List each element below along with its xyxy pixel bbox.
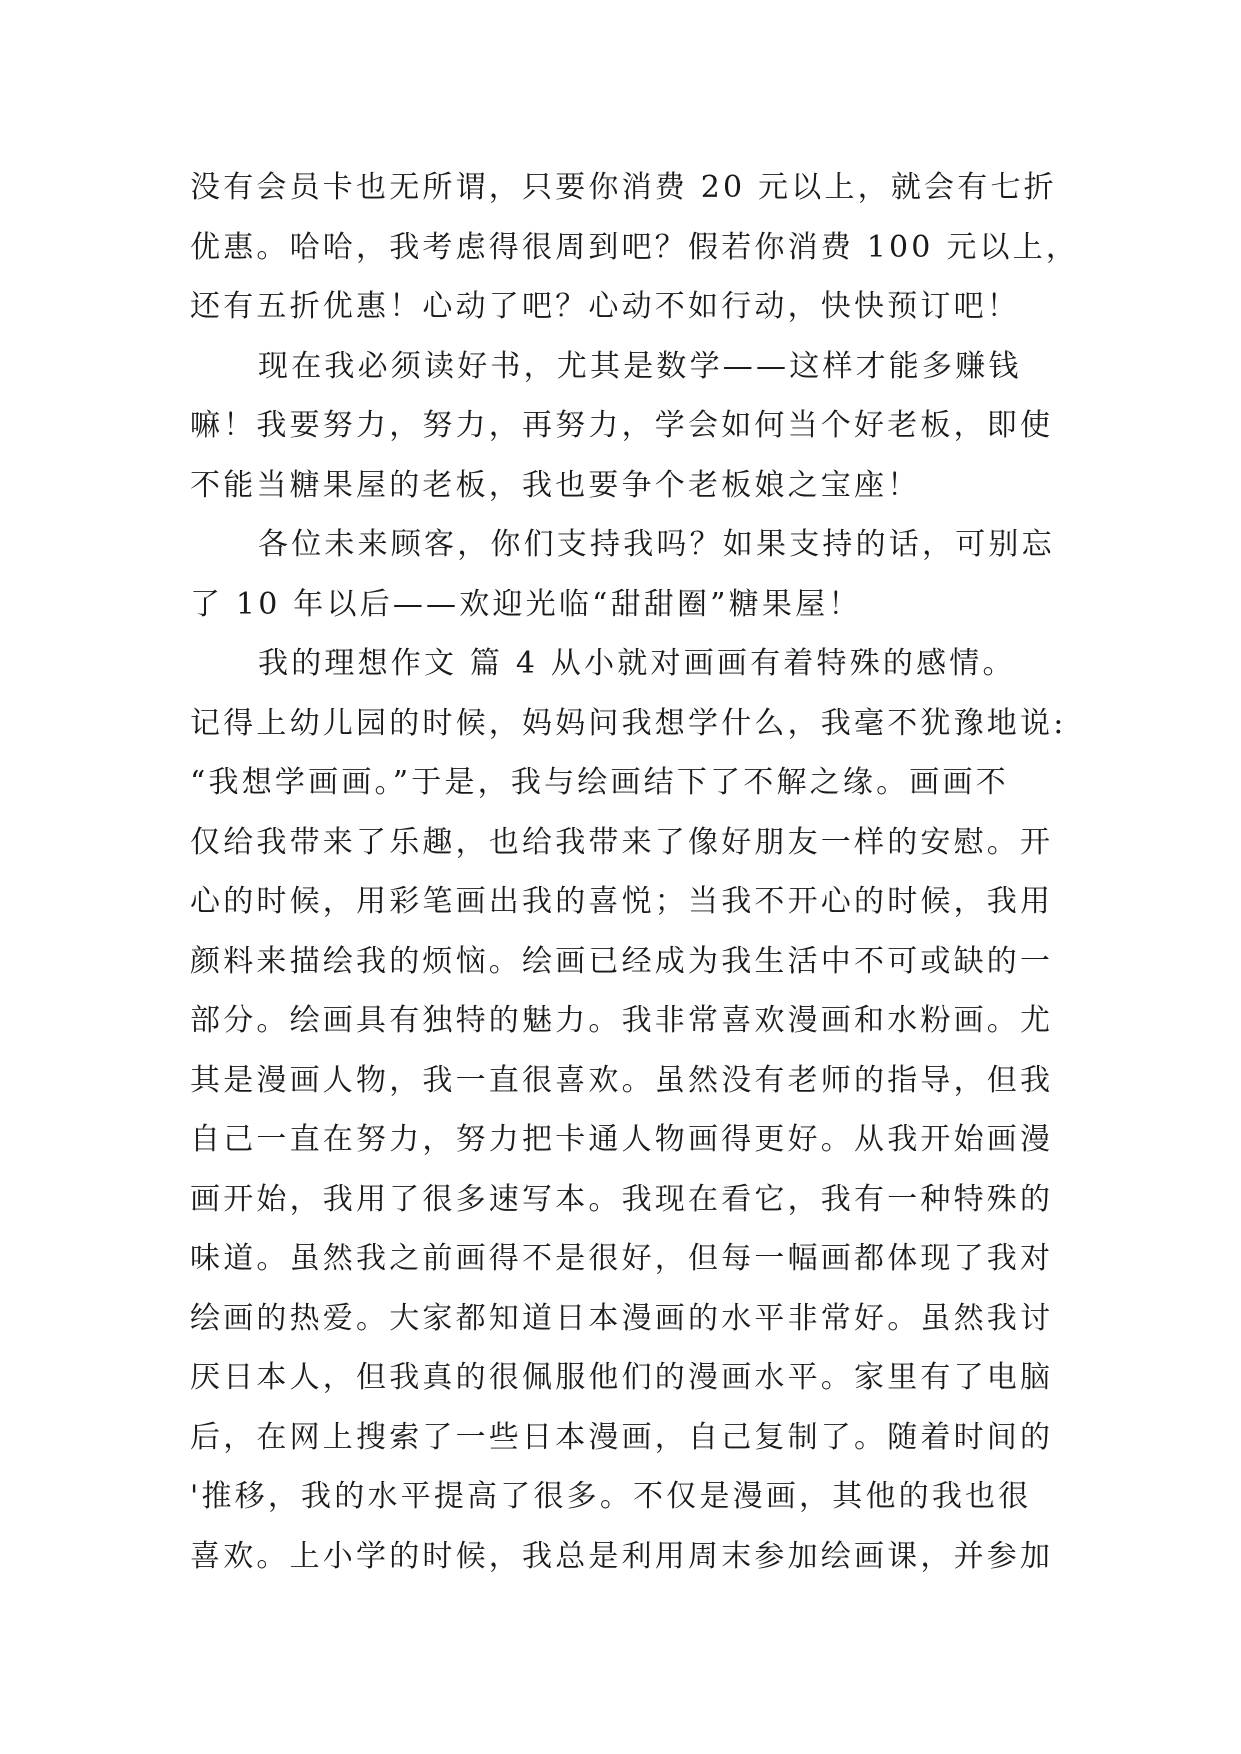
text-line: 心的时候，用彩笔画出我的喜悦；当我不开心的时候，我用 — [190, 884, 1054, 919]
text-line: 喜欢。上小学的时候，我总是利用周末参加绘画课，并参加 — [190, 1538, 1054, 1574]
text-line: 没有会员卡也无所谓，只要你消费 20 元以上，就会有七折 — [190, 170, 1057, 205]
text-line: 画开始，我用了很多速写本。我现在看它，我有一种特殊的 — [190, 1181, 1054, 1217]
text-line: 优惠。哈哈，我考虑得很周到吧？假若你消费 100 元以上， — [190, 229, 1080, 265]
paragraph-start-line: 各位未来顾客，你们支持我吗？如果支持的话，可别忘 — [258, 527, 1055, 562]
text-line: 厌日本人，但我真的很佩服他们的漫画水平。家里有了电脑 — [190, 1360, 1054, 1395]
text-line: 还有五折优惠！心动了吧？心动不如行动，快快预订吧！ — [190, 289, 1020, 324]
text-line: 绘画的热爱。大家都知道日本漫画的水平非常好。虽然我讨 — [190, 1300, 1054, 1336]
paragraph-start-line: 现在我必须读好书，尤其是数学——这样才能多赚钱 — [258, 348, 1022, 384]
text-line: 不能当糖果屋的老板，我也要争个老板娘之宝座！ — [190, 467, 921, 503]
text-line: 仅给我带来了乐趣，也给我带来了像好朋友一样的安慰。开 — [190, 824, 1054, 860]
section-heading-line: 我的理想作文 篇 4 从小就对画画有着特殊的感情。 — [258, 646, 1016, 681]
text-line: 自己一直在努力，努力把卡通人物画得更好。从我开始画漫 — [190, 1122, 1054, 1157]
text-line: 了 10 年以后——欢迎光临“甜甜圈”糖果屋！ — [190, 586, 862, 622]
text-line: “我想学画画。”于是，我与绘画结下了不解之缘。画画不 — [190, 765, 1009, 800]
text-line: 嘛！我要努力，努力，再努力，学会如何当个好老板，即使 — [190, 408, 1054, 443]
text-line: 颜料来描绘我的烦恼。绘画已经成为我生活中不可或缺的一 — [190, 943, 1054, 979]
body-text — [190, 158, 1080, 1586]
text-line: '推移，我的水平提高了很多。不仅是漫画，其他的我也很 — [190, 1479, 1032, 1514]
text-line: 后，在网上搜索了一些日本漫画，自己复制了。随着时间的 — [190, 1419, 1054, 1455]
text-line: 记得上幼儿园的时候，妈妈问我想学什么，我毫不犹豫地说: — [190, 705, 1067, 741]
text-line: 味道。虽然我之前画得不是很好，但每一幅画都体现了我对 — [190, 1241, 1054, 1276]
text-line: 其是漫画人物，我一直很喜欢。虽然没有老师的指导，但我 — [190, 1062, 1054, 1098]
text-line: 部分。绘画具有独特的魅力。我非常喜欢漫画和水粉画。尤 — [190, 1003, 1054, 1038]
